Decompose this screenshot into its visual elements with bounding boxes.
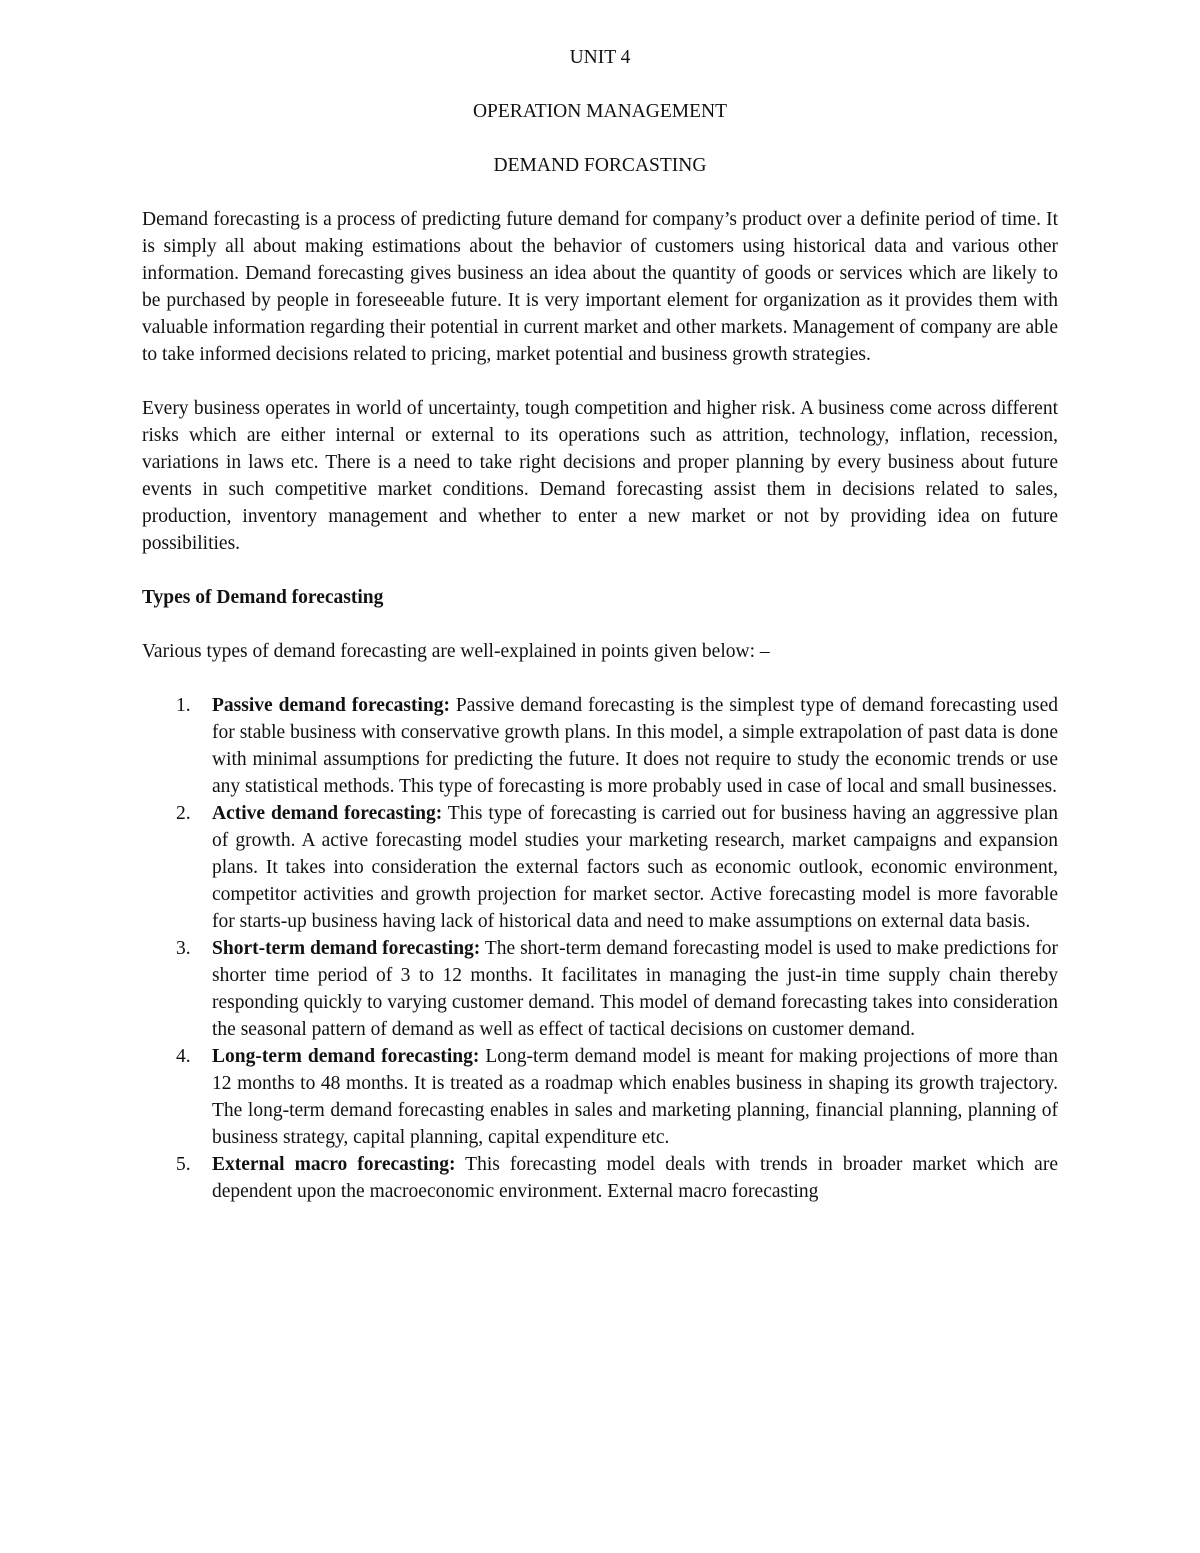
- list-item-number: 1.: [176, 695, 191, 716]
- list-item-term: Short-term demand forecasting:: [212, 938, 481, 959]
- list-item-term: Passive demand forecasting:: [212, 695, 450, 716]
- list-item-text: Long-term demand model is meant for making projections of more than 12 months to 48 months. It is treated as a roadmap which enables business in shaping its growth trajectory. The long-term demand forecasting enables in sales and marketing planning, financial planning, planning of business strategy, capital planning, capital expenditure etc.: [212, 1046, 1058, 1148]
- list-item-number: 4.: [176, 1046, 191, 1067]
- list-item-text: The short-term demand forecasting model is used to make predictions for shorter time period of 3 to 12 months. It facilitates in managing the just-in time supply chain thereby responding quickly to varying customer demand. This model of demand forecasting takes into consideration the seasonal pattern of demand as well as effect of tactical decisions on customer demand.: [212, 938, 1058, 1040]
- list-item-term: External macro forecasting:: [212, 1154, 456, 1175]
- list-item: [176, 692, 1058, 800]
- topic-heading: DEMAND FORCASTING: [493, 155, 707, 176]
- list-item-term: Long-term demand forecasting:: [212, 1046, 480, 1067]
- list-item: [176, 1151, 1058, 1205]
- list-item-text: This type of forecasting is carried out for business having an aggressive plan of growth. A active forecasting model studies your marketing research, market campaigns and expansion plans. It takes into consideration the external factors such as economic outlook, economic environment, competitor activities and growth projection for market sector. Active forecasting model is more favorable for starts-up business having lack of historical data and need to make assumptions on external data basis.: [212, 803, 1059, 932]
- document-page: [142, 44, 1058, 1205]
- list-item-text: This forecasting model deals with trends in broader market which are dependent upon the macroeconomic environment. External macro forecasting: [212, 1154, 1058, 1202]
- list-item-number: 5.: [176, 1154, 191, 1175]
- list-item-term: Active demand forecasting:: [212, 803, 443, 824]
- types-intro: Various types of demand forecasting are well-explained in points given below: –: [142, 641, 770, 662]
- unit-heading: UNIT 4: [569, 47, 631, 68]
- list-item: [176, 1043, 1058, 1151]
- uncertainty-paragraph: Every business operates in world of uncertainty, tough competition and higher risk. A business come across different risks which are either internal or external to its operations such as attrition, technology, inflation, recession, variations in laws etc. There is a need to take right decisions and proper planning by every business about future events in such competitive market conditions. Demand forecasting assist them in decisions related to sales, production, inventory management and whether to enter a new market or not by providing idea on future possibilities.: [142, 398, 1058, 554]
- list-item-number: 2.: [176, 803, 191, 824]
- intro-paragraph: Demand forecasting is a process of predicting future demand for company’s product over a definite period of time. It is simply all about making estimations about the behavior of customers using historical data and various other information. Demand forecasting gives business an idea about the quantity of goods or services which are likely to be purchased by people in foreseeable future. It is very important element for organization as it provides them with valuable information regarding their potential in current market and other markets. Management of company are able to take informed decisions related to pricing, market potential and business growth strategies.: [142, 209, 1058, 365]
- types-section-heading: Types of Demand forecasting: [142, 587, 384, 608]
- types-list: [142, 692, 1058, 1205]
- subject-heading: OPERATION MANAGEMENT: [472, 101, 728, 122]
- list-item-text: Passive demand forecasting is the simplest type of demand forecasting used for stable business with conservative growth plans. In this model, a simple extrapolation of past data is done with minimal assumptions for predicting the future. It does not require to study the economic trends or use any statistical methods. This type of forecasting is more probably used in case of local and small businesses.: [212, 695, 1058, 797]
- list-item-number: 3.: [176, 938, 191, 959]
- list-item: [176, 800, 1059, 935]
- list-item: [176, 935, 1058, 1043]
